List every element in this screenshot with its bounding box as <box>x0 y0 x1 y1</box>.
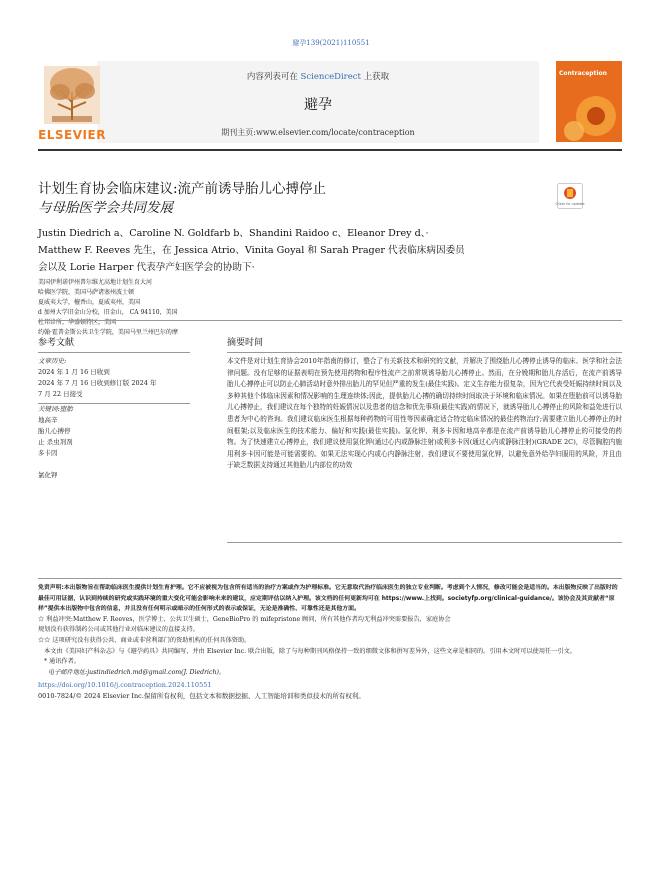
authors-line-2: Matthew F. Reeves 先生，在 Jessica Atrio、Vinita Goyal 和 Sarah Prager 代表临床病因委员 <box>38 244 465 256</box>
disclaimer-footnote: 免责声明:本出版物旨在帮助临床医生提供计划生育护理。它不应被视为包含所有适当的治疗方案或作为护理标准。它无意取代治疗临床医生的独立专业判断。考虑到个人情况，修改可能会是适当的。本出版物反映了出版时的最佳可用证据，认识到持续的研究或实践环境的重大变化可能会影响未来的建议，应定期评估以纳入护理。该文档的任何更新均可在 https://www.上找到。societyfp.org/clinical-guidance/。该协会及其贡献者“原样”提供本出版物中包含的信息，并且没有任何明示或暗示的任何形式的表示或保证，无论是准确性、可靠性还是其他方面。 <box>38 585 618 613</box>
keyword: 多卡因 <box>38 449 58 457</box>
history-received: 2024 年 1 月 16 日收到 <box>38 368 110 376</box>
check-for-updates-badge[interactable] <box>557 183 583 209</box>
journal-cover-image[interactable] <box>556 61 622 142</box>
keyword: 止 杀虫剂剂 <box>38 438 73 446</box>
history-revised: 2024 年 7 月 16 日收到修订版 2024 年 <box>38 379 157 387</box>
doi-link[interactable]: https://doi.org/10.1016/j.contraception.2024.110551 <box>38 681 212 689</box>
title-line-2: 与母胎医学会共同发展 <box>38 200 173 216</box>
history-label: 文章历史: <box>38 357 67 365</box>
references-heading: 参考文献 <box>38 338 75 348</box>
abstract-text: 本文件是对计划生育协会2010年指南的修订，整合了有关新技术和研究的文献，并解决了围绕胎儿心搏停止诱导的临床、医学和社会法律问题。没有足够的证据表明在预先使用药物和程序性流产之前常规诱导胎儿心搏停止。然而，在分娩期和胎儿存活后，在流产前诱导胎儿心搏停止可以防止心肺活动时意外排出胎儿的罕见但严重的发生(最佳实践)。定义生存能力很复杂，因为它代表受妊娠持续时间以及多种其他个体临床因素和情况影响的生理连续体;因此，提供胎儿心搏的确切持续时间取决于环境和临床情况。如果在堕胎前可以诱导胎儿心搏停止，我们建议在每个独特的妊娠情况以及患者的信念和优先事项(最佳实践)的情况下，就诱导胎儿心搏停止的风险和益处进行以患者为中心的咨询。我们建议临床医生根据每种药物的可用性等因素确定适合特定临床情况的最佳药物治疗;需要建立胎儿心搏停止的时间框架;以及临床医生的技术能力、偏好和实践(最佳实践)。氯化钾、利多卡因和地高辛都是在流产前诱导胎儿心搏停止的可接受的药物。为了快速建立心搏停止，我们建议使用氯化钾(通过心内或静脉注射)或利多卡因(通过心内或静脉注射)(GRADE 2C)，尽管胸腔内施用利多卡因可能是可能需要的。如果无法实现心内或心内静脉注射，我们建议不要使用氯化钾，以避免意外给孕妇服用的风险，并且由于缺乏数据支持通过其他胎儿内部位的功效 <box>227 357 622 470</box>
affiliation-list <box>38 278 438 338</box>
affiliation: 杜邦诊所，华盛顿特区，美国 <box>38 319 117 326</box>
email-footnote[interactable]: 电子邮件地址:justindiedrich.md@gmail.com(J. Diedrich)。 <box>48 668 226 676</box>
authors-line-3: 会以及 Lorie Harper 代表孕产妇医学会的协助下· <box>38 261 255 273</box>
affiliation: 约翰·霍普金斯公共卫生学院，美国马里兰州巴尔的摩 <box>38 329 178 336</box>
check-updates-icon <box>557 183 583 209</box>
contents-line <box>97 70 539 82</box>
conflict-footnote: ☆ 利益冲突:Matthew F. Reeves，医学博士、公共卫生硕士，GeneBioPro 的 mifepristone 顾问，所有其他作者均无利益冲突需要报告，家庭协会 <box>38 615 451 623</box>
keyword: 地高辛 <box>38 416 58 424</box>
abstract-end-rule <box>227 542 622 543</box>
affiliation: 哈佛医学院，美国马萨诸塞州波士顿 <box>38 289 135 296</box>
affiliation: 美国伊利诺伊州普尔维尤高地计划生育大河 <box>38 279 153 286</box>
contents-suffix: 上获取 <box>363 72 390 82</box>
author-list <box>38 226 578 276</box>
keywords-label: 关键词:堕胎 <box>38 405 73 413</box>
history-accepted: 7 月 22 日接受 <box>38 390 83 398</box>
article-title <box>38 180 538 218</box>
left-rule <box>38 352 190 353</box>
cover-title: Contraception <box>559 70 607 77</box>
elsevier-wordmark: ELSEVIER <box>38 128 106 142</box>
abstract-heading: 摘要时间 <box>227 338 264 348</box>
article-history <box>38 356 190 400</box>
keyword-list <box>38 404 190 481</box>
right-rule <box>227 352 622 353</box>
section-rule <box>38 320 622 321</box>
journal-title: 避孕 <box>304 97 332 113</box>
keyword: 胎儿心搏停 <box>38 427 71 435</box>
contents-prefix: 内容列表可在 <box>246 72 298 82</box>
flower-icon <box>556 61 622 142</box>
funding-footnote-2: ☆☆ 这项研究没有获得公共、商业或非营利部门的资助机构的任何具体资助。 <box>38 636 251 644</box>
header-rule <box>38 149 622 151</box>
journal-reference[interactable]: 避孕139(2021)110551 <box>292 39 370 47</box>
keyword-spacer <box>38 459 190 470</box>
funding-footnote-1: 规划没有获得制药公司或其他行业对临床建议的直接支持。 <box>38 626 199 634</box>
footnote-rule <box>38 578 622 579</box>
copyright-line: 0010-7824/© 2024 Elsevier Inc.保留所有权利，包括文本和数据挖掘、人工智能培训和类似技术的所有权利。 <box>38 692 365 700</box>
badge-text: Check for updates <box>555 202 585 206</box>
keyword: 氯化钾 <box>38 471 58 479</box>
footnotes <box>38 583 622 678</box>
affiliation: 夏威夷大学，檀香山，夏威夷州，美国 <box>38 299 141 306</box>
corresponding-author-footnote: * 通讯作者。 <box>44 658 80 666</box>
journal-homepage[interactable]: 期刊主页:www.elsevier.com/locate/contraception <box>221 128 415 137</box>
joint-publication-footnote: 本文由《美国妇产科杂志》与《避孕药具》共同编写，并由 Elsevier Inc. 联合出版，除了与每种期刊风格保持一致的细微文体和拼写差异外，这些文章是相同的。引用本文时可以使用任一引文。 <box>44 647 576 655</box>
affiliation: d 加州大学旧金山分校，旧金山， CA 94110，美国 <box>38 309 178 316</box>
authors-line-1: Justin Diedrich a、Caroline N. Goldfarb b、Shandini Raidoo c、Eleanor Drey d、· <box>38 228 429 239</box>
title-line-1: 计划生育协会临床建议:流产前诱导胎儿心搏停止 <box>38 181 327 197</box>
sciencedirect-link[interactable]: ScienceDirect <box>300 72 361 82</box>
